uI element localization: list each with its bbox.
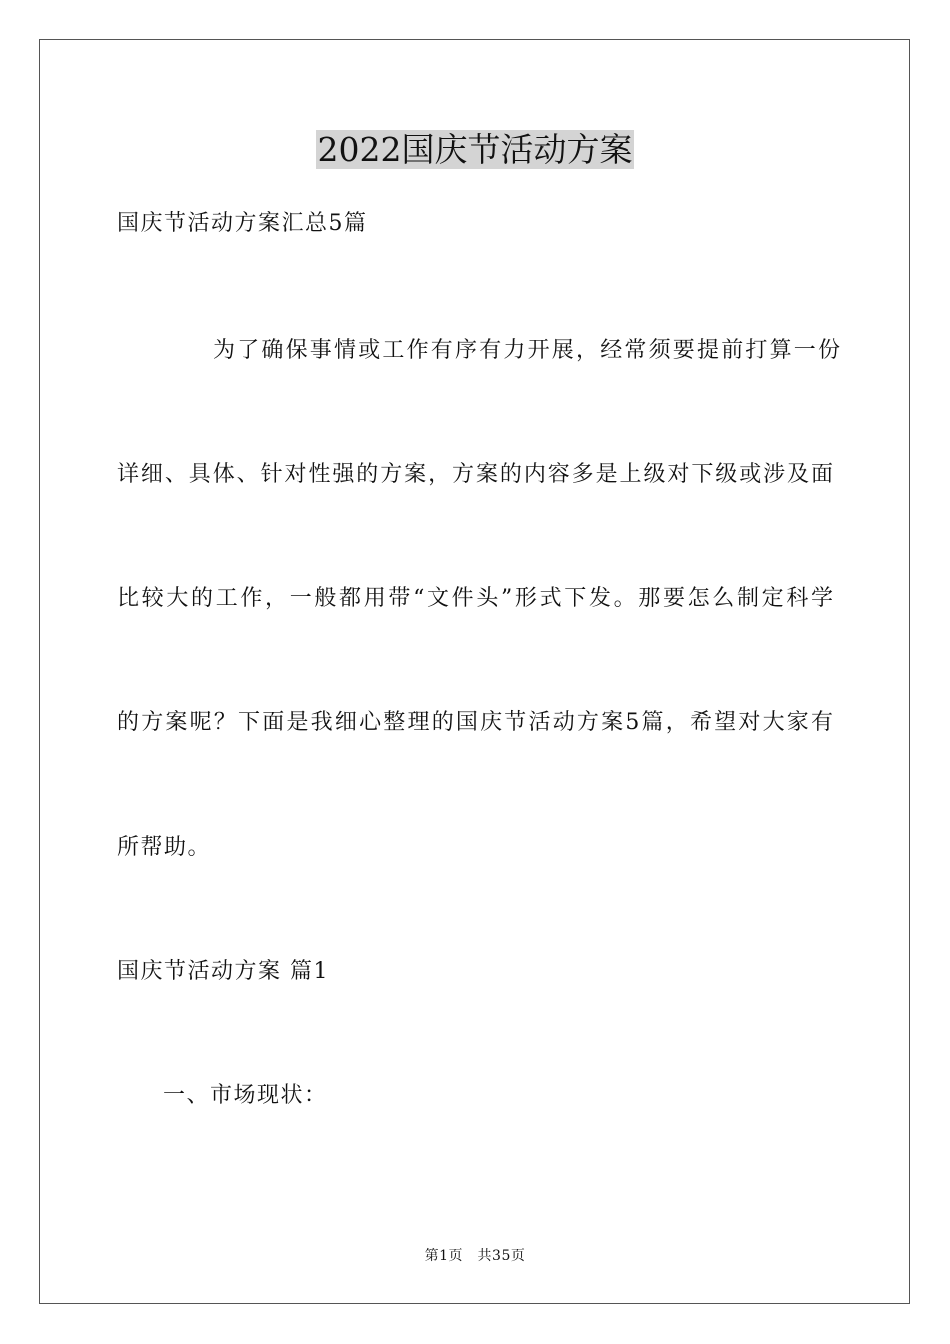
subsection-heading: 一、市场现状：	[163, 1083, 328, 1108]
document-title-text: 2022国庆节活动方案	[317, 130, 633, 169]
document-subtitle: 国庆节活动方案汇总5篇	[117, 211, 368, 236]
intro-line-2: 详细、具体、针对性强的方案，方案的内容多是上级对下级或涉及面	[117, 462, 833, 487]
intro-line-4: 的方案呢？下面是我细心整理的国庆节活动方案5篇，希望对大家有	[117, 710, 833, 735]
intro-line-3: 比较大的工作，一般都用带“文件头”形式下发。那要怎么制定科学	[117, 586, 833, 611]
intro-line-5: 所帮助。	[117, 835, 212, 860]
page-footer: 第1页 共35页	[424, 1248, 526, 1264]
section-heading: 国庆节活动方案 篇1	[117, 959, 329, 984]
intro-line-1: 为了确保事情或工作有序有力开展，经常须要提前打算一份	[213, 338, 843, 363]
document-title	[0, 128, 950, 172]
